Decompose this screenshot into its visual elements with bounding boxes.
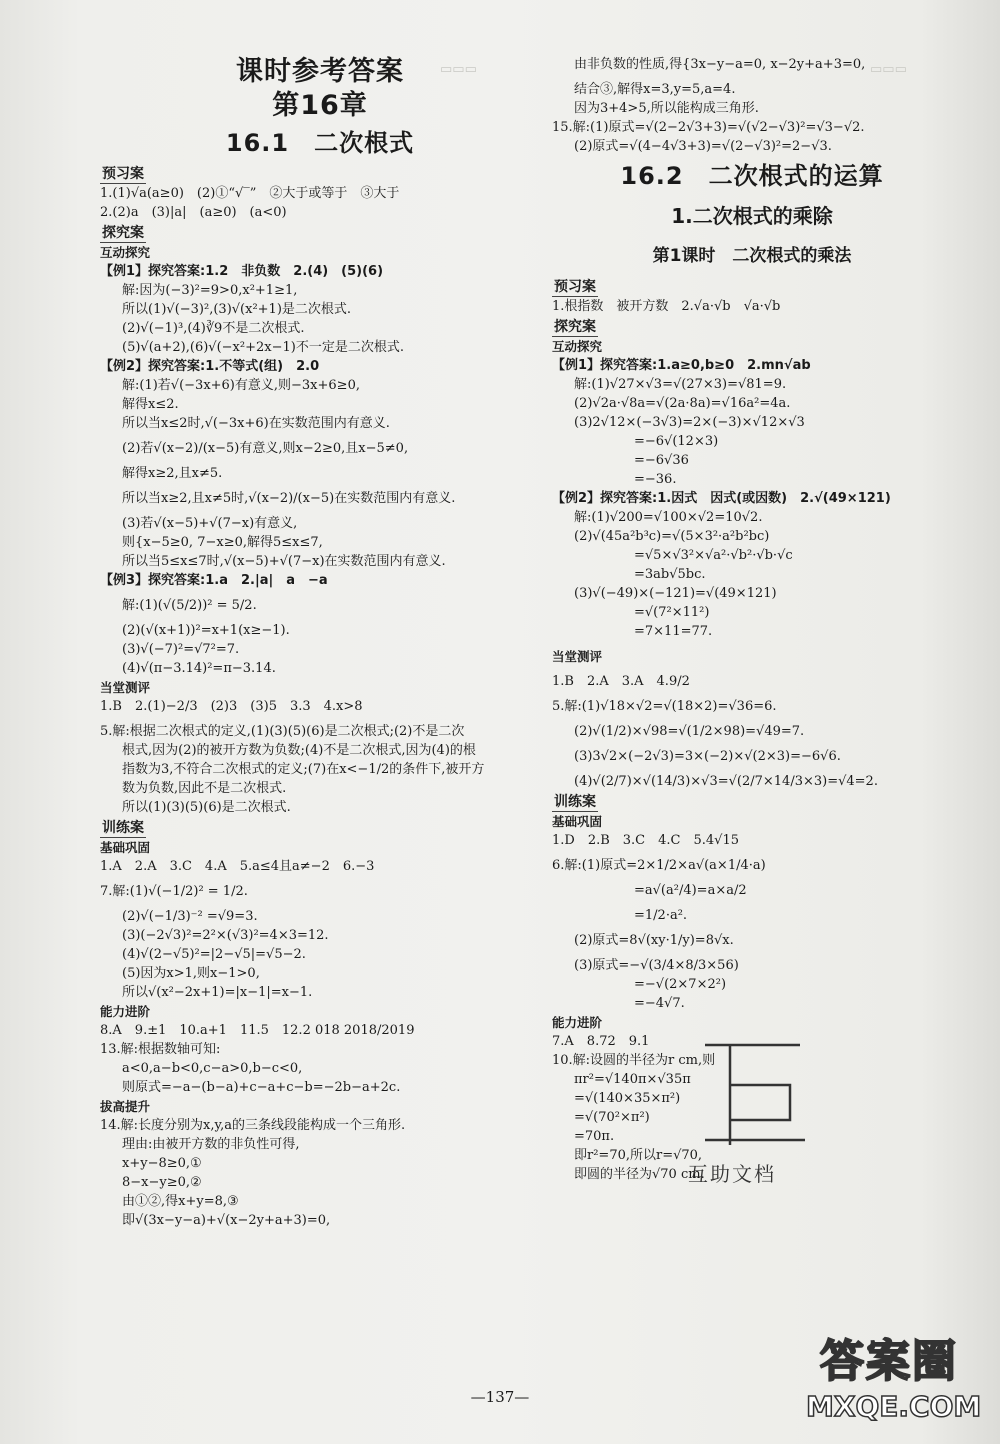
- answer-line: 解:(1)√27×√3=√(27×3)=√81=9.: [574, 377, 787, 392]
- watermark-text: 互助文档: [688, 1162, 776, 1186]
- answer-line: 1.B 2.A 3.A 4.9/2: [552, 674, 690, 689]
- watermark-shape: [700, 1040, 810, 1150]
- answer-line: 1.D 2.B 3.C 4.C 5.4√15: [552, 833, 739, 848]
- answer-line: 8−x−y≥0,②: [122, 1175, 202, 1190]
- eval-label: 当堂测评: [100, 680, 151, 695]
- watermark-url: MXQE.COM: [806, 1390, 982, 1423]
- answer-line: 由非负数的性质,得{3x−y−a=0, x−2y+a+3=0,: [574, 57, 866, 72]
- answer-line: =1/2·a².: [634, 908, 688, 923]
- bleed-through-decoration: ▭▭▭: [870, 62, 907, 77]
- lesson-title: 第1课时 二次根式的乘法: [652, 246, 852, 266]
- answer-line: =√(70²×π²): [574, 1110, 650, 1125]
- answer-line: (3)2√12×(−3√3)=2×(−3)×√12×√3: [574, 415, 805, 430]
- answer-line: =3ab√5bc.: [634, 567, 706, 582]
- answer-line: 解:因为(−3)²=9>0,x²+1≥1,: [122, 283, 298, 298]
- answer-line: =a√(a²/4)=a×a/2: [634, 883, 747, 898]
- answer-line: (2)√(1/2)×√98=√(1/2×98)=√49=7.: [574, 724, 805, 739]
- train-label: 训练案: [102, 820, 144, 836]
- answer-line: 10.解:设圆的半径为r cm,则: [552, 1053, 716, 1068]
- answer-line: 1.A 2.A 3.C 4.A 5.a≤4且a≠−2 6.−3: [100, 859, 375, 874]
- answer-line: 解:(1)若√(−3x+6)有意义,则−3x+6≥0,: [122, 378, 360, 393]
- example-1-heading: 【例1】探究答案:1.2 非负数 2.(4) (5)(6): [100, 264, 384, 279]
- section-title: 16.2 二次根式的运算: [620, 162, 884, 190]
- answer-line: (2)若√(x−2)/(x−5)有意义,则x−2≥0,且x−5≠0,: [122, 441, 409, 456]
- answer-line: 所以(1)(3)(5)(6)是二次根式.: [122, 800, 291, 815]
- answer-line: 7.解:(1)√(−1/2)² = 1/2.: [100, 884, 248, 899]
- answer-line: 即√(3x−y−a)+√(x−2y+a+3)=0,: [122, 1213, 331, 1228]
- answer-line: =70π.: [574, 1129, 615, 1144]
- answer-line: 解得x≥2,且x≠5.: [122, 466, 223, 481]
- answer-line: =√(7²×11²): [634, 605, 710, 620]
- basic-label: 基础巩固: [100, 840, 151, 855]
- answer-line: 解:(1)(√(5/2))² = 5/2.: [122, 598, 257, 613]
- answer-line: 所以(1)√(−3)²,(3)√(x²+1)是二次根式.: [122, 302, 352, 317]
- section-title: 16.1 二次根式: [225, 129, 415, 157]
- answer-line: (4)√(π−3.14)²=π−3.14.: [122, 661, 276, 676]
- example-2-heading: 【例2】探究答案:1.因式 因式(或因数) 2.√(49×121): [552, 491, 891, 506]
- answer-line: 14.解:长度分别为x,y,a的三条线段能构成一个三角形.: [100, 1118, 406, 1133]
- answer-line: =√(140×35×π²): [574, 1091, 681, 1106]
- preview-label: 预习案: [554, 279, 596, 295]
- answer-line: (5)√(a+2),(6)√(−x²+2x−1)不一定是二次根式.: [122, 340, 404, 355]
- answer-line: 根式,因为(2)的被开方数为负数;(4)不是二次根式,因为(4)的根: [122, 743, 476, 758]
- answer-line: 15.解:(1)原式=√(2−2√3+3)=√(√2−√3)²=√3−√2.: [552, 120, 865, 135]
- example-2-heading: 【例2】探究答案:1.不等式(组) 2.0: [100, 359, 320, 374]
- answer-line: 即r²=70,所以r=√70,: [574, 1148, 703, 1163]
- basic-label: 基础巩固: [552, 814, 603, 829]
- subsection-title: 1.二次根式的乘除: [671, 204, 833, 228]
- answer-line: 结合③,解得x=3,y=5,a=4.: [574, 82, 736, 97]
- page-title: 课时参考答案: [236, 56, 404, 87]
- answer-line: (3)若√(x−5)+√(7−x)有意义,: [122, 516, 298, 531]
- ability-label: 能力进阶: [100, 1004, 151, 1019]
- ability-label: 能力进阶: [552, 1015, 603, 1030]
- answer-line: 1.(1)√a(a≥0) (2)①“√‾” ②大于或等于 ③大于: [100, 186, 400, 201]
- answer-line: x+y−8≥0,①: [122, 1156, 202, 1171]
- right-column: [552, 55, 952, 1184]
- answer-line: πr²=√140π×√35π: [574, 1072, 691, 1087]
- answer-line: 5.解:(1)√18×√2=√(18×2)=√36=6.: [552, 699, 777, 714]
- answer-line: 即圆的半径为√70 cm.: [574, 1167, 705, 1182]
- answer-line: =−36.: [634, 472, 677, 487]
- answer-line: (2)√(−1)³,(4)∛9不是二次根式.: [122, 321, 305, 336]
- answer-line: 则原式=−a−(b−a)+c−a+c−b=−2b−a+2c.: [122, 1080, 401, 1095]
- advance-label: 拔高提升: [100, 1099, 151, 1114]
- answer-line: (3)原式=−√(3/4×8/3×56): [574, 958, 739, 973]
- answer-line: (4)√(2/7)×√(14/3)×√3=√(2/7×14/3×3)=√4=2.: [574, 774, 878, 789]
- answer-line: 8.A 9.±1 10.a+1 11.5 12.2 018 2018/2019: [100, 1023, 415, 1038]
- answer-line: 5.解:根据二次根式的定义,(1)(3)(5)(6)是二次根式;(2)不是二次: [100, 724, 465, 739]
- preview-label: 预习案: [102, 166, 144, 182]
- answer-line: 7.A 8.72 9.1: [552, 1034, 650, 1049]
- interactive-explore-label: 互动探究: [552, 339, 603, 354]
- example-3-heading: 【例3】探究答案:1.a 2.|a| a −a: [100, 573, 328, 588]
- answer-line: (3)√(−7)²=√7²=7.: [122, 642, 240, 657]
- answer-line: =−6√36: [634, 453, 689, 468]
- example-1-heading: 【例1】探究答案:1.a≥0,b≥0 2.mn√ab: [552, 358, 811, 373]
- answer-line: (2)√2a·√8a=√(2a·8a)=√16a²=4a.: [574, 396, 791, 411]
- answer-line: 由①②,得x+y=8,③: [122, 1194, 239, 1209]
- answer-line: 1.根指数 被开方数 2.√a·√b √a·√b: [552, 299, 781, 314]
- bleed-through-decoration: ▭▭▭: [440, 62, 477, 77]
- answer-line: =−6√(12×3): [634, 434, 719, 449]
- answer-line: (2)(√(x+1))²=x+1(x≥−1).: [122, 623, 290, 638]
- train-label: 训练案: [554, 794, 596, 810]
- answer-line: 所以当x≥2,且x≠5时,√(x−2)/(x−5)在实数范围内有意义.: [122, 491, 456, 506]
- page-number: —137—: [470, 1388, 530, 1406]
- answer-line: a<0,a−b<0,c−a>0,b−c<0,: [122, 1061, 303, 1076]
- answer-line: 6.解:(1)原式=2×1/2×a√(a×1/4·a): [552, 858, 766, 873]
- answer-line: (3)3√2×(−2√3)=3×(−2)×√(2×3)=−6√6.: [574, 749, 841, 764]
- answer-line: =7×11=77.: [634, 624, 713, 639]
- interactive-explore-label: 互动探究: [100, 245, 151, 260]
- answer-line: 解得x≤2.: [122, 397, 179, 412]
- answer-line: 所以当5≤x≤7时,√(x−5)+√(7−x)在实数范围内有意义.: [122, 554, 446, 569]
- answer-line: 指数为3,不符合二次根式的定义;(7)在x<−1/2的条件下,被开方: [122, 762, 485, 777]
- answer-line: (3)√(−49)×(−121)=√(49×121): [574, 586, 777, 601]
- answer-line: (2)√(−1/3)⁻² =√9=3.: [122, 909, 258, 924]
- answer-line: (5)因为x>1,则x−1>0,: [122, 966, 260, 981]
- answer-line: 则{x−5≥0, 7−x≥0,解得5≤x≤7,: [122, 535, 323, 550]
- answer-line: 1.B 2.(1)−2/3 (2)3 (3)5 3.3 4.x>8: [100, 699, 363, 714]
- answer-line: (4)√(2−√5)²=|2−√5|=√5−2.: [122, 947, 306, 962]
- left-column: [100, 55, 540, 1230]
- answer-line: (2)原式=8√(xy·1/y)=8√x.: [574, 933, 734, 948]
- answer-line: 2.(2)a (3)|a| (a≥0) (a<0): [100, 205, 287, 220]
- explore-label: 探究案: [102, 225, 144, 241]
- watermark-logo: 答案圈: [820, 1336, 958, 1387]
- explore-label: 探究案: [554, 319, 596, 335]
- chapter-title: 第16章: [272, 90, 368, 121]
- answer-line: 所以当x≤2时,√(−3x+6)在实数范围内有意义.: [122, 416, 390, 431]
- answer-line: 数为负数,因此不是二次根式.: [122, 781, 287, 796]
- answer-line: =√5×√3²×√a²·√b²·√b·√c: [634, 548, 793, 563]
- answer-line: =−√(2×7×2²): [634, 977, 727, 992]
- answer-line: 解:(1)√200=√100×√2=10√2.: [574, 510, 763, 525]
- answer-line: =−4√7.: [634, 996, 685, 1011]
- eval-label: 当堂测评: [552, 649, 603, 664]
- answer-line: 理由:由被开方数的非负性可得,: [122, 1137, 300, 1152]
- answer-line: (2)原式=√(4−4√3+3)=√(2−√3)²=2−√3.: [574, 139, 832, 154]
- answer-line: (3)(−2√3)²=2²×(√3)²=4×3=12.: [122, 928, 329, 943]
- answer-line: 因为3+4>5,所以能构成三角形.: [574, 101, 759, 116]
- answer-line: 13.解:根据数轴可知:: [100, 1042, 221, 1057]
- answer-line: (2)√(45a²b³c)=√(5×3²·a²b²bc): [574, 529, 770, 544]
- answer-line: 所以√(x²−2x+1)=|x−1|=x−1.: [122, 985, 313, 1000]
